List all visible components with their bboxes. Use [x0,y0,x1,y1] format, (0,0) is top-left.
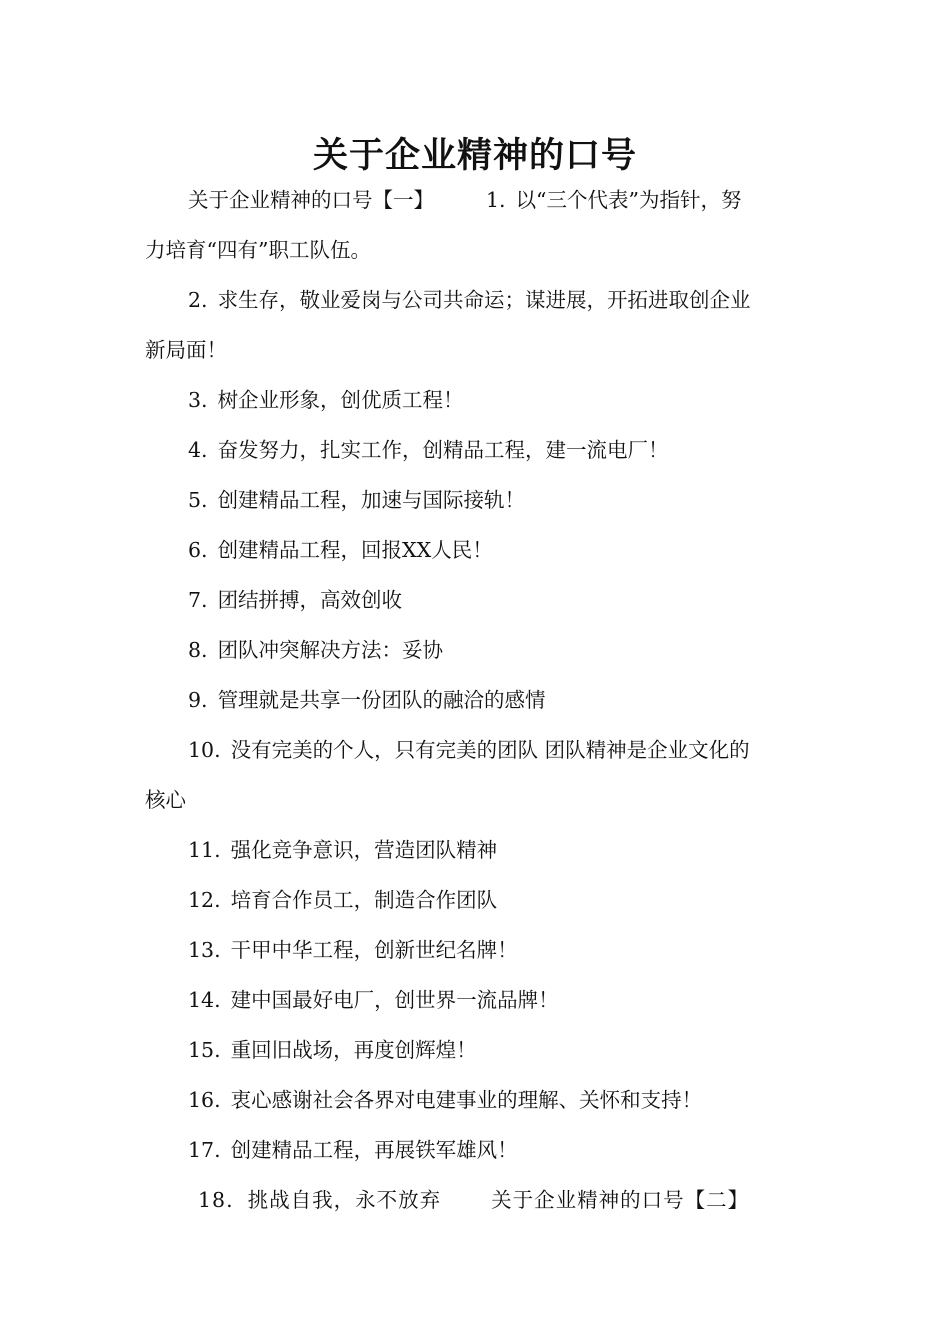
list-item [188,390,464,411]
item-text-continued: 新局面！ [145,338,227,362]
item-number: 14. [188,988,221,1012]
item-number: 17. [188,1138,221,1162]
item-text-continued: 力培育“四有”职工队伍。 [145,238,371,262]
item-number: 16. [188,1088,221,1112]
list-item [188,740,750,761]
item-number: 7. [188,588,208,612]
list-item [198,1190,749,1211]
item-text: 创建精品工程，回报XX人民！ [217,538,493,562]
item-text: 树企业形象，创优质工程！ [217,388,464,412]
list-item [188,990,559,1011]
list-item [188,890,497,911]
item-text: 团队冲突解决方法：妥协 [217,638,444,662]
item-text: 培育合作员工，制造合作团队 [230,888,498,912]
item-text: 衷心感谢社会各界对电建事业的理解、关怀和支持！ [230,1088,703,1112]
item-text: 团结拼搏，高效创收 [217,588,403,612]
item-number: 4. [188,438,208,462]
list-item [188,290,751,311]
item-text: 求生存，敬业爱岗与公司共命运；谋进展，开拓进取创企业 [217,288,751,312]
list-item [188,440,669,461]
item-text: 创建精品工程，再展铁军雄风！ [230,1138,518,1162]
document-title: 关于企业精神的口号 [312,136,637,176]
item-text: 挑战自我，永不放弃 [247,1188,442,1212]
item-text: 干甲中华工程，创新世纪名牌！ [230,938,518,962]
section-two-header: 关于企业精神的口号【二】 [491,1188,750,1212]
item-text: 以“三个代表”为指针，努 [515,188,742,212]
item-text: 重回旧战场，再度创辉煌！ [230,1038,477,1062]
item-number: 13. [188,938,221,962]
item-number: 6. [188,538,208,562]
item-text: 奋发努力，扎实工作，创精品工程，建一流电厂！ [217,438,669,462]
item-number: 18. [198,1188,234,1212]
list-item [188,840,497,861]
item-number: 8. [188,638,208,662]
item-number: 11. [188,838,221,862]
item-number: 10. [188,738,221,762]
item-number: 5. [188,488,208,512]
item-text: 创建精品工程，加速与国际接轨！ [217,488,526,512]
list-item [188,1040,477,1061]
item-number: 2. [188,288,208,312]
item-number: 1. [486,188,506,212]
list-item [188,490,525,511]
paragraph-line [145,240,371,261]
paragraph-line [145,340,227,361]
list-item [188,690,546,711]
item-number: 3. [188,388,208,412]
list-item [188,940,518,961]
item-number: 9. [188,688,208,712]
item-number: 12. [188,888,221,912]
item-text-continued: 核心 [145,788,186,812]
list-item [188,1140,518,1161]
list-item [188,1090,702,1111]
paragraph-line [188,190,742,211]
item-text: 建中国最好电厂，创世界一流品牌！ [230,988,559,1012]
item-text: 没有完美的个人，只有完美的团队 团队精神是企业文化的 [230,738,750,762]
item-text: 强化竞争意识，营造团队精神 [230,838,498,862]
list-item [188,540,493,561]
item-number: 15. [188,1038,221,1062]
item-text: 管理就是共享一份团队的融洽的感情 [217,688,546,712]
list-item [188,590,402,611]
list-item [188,640,443,661]
paragraph-line [145,790,186,811]
section-one-header: 关于企业精神的口号【一】 [188,188,434,212]
